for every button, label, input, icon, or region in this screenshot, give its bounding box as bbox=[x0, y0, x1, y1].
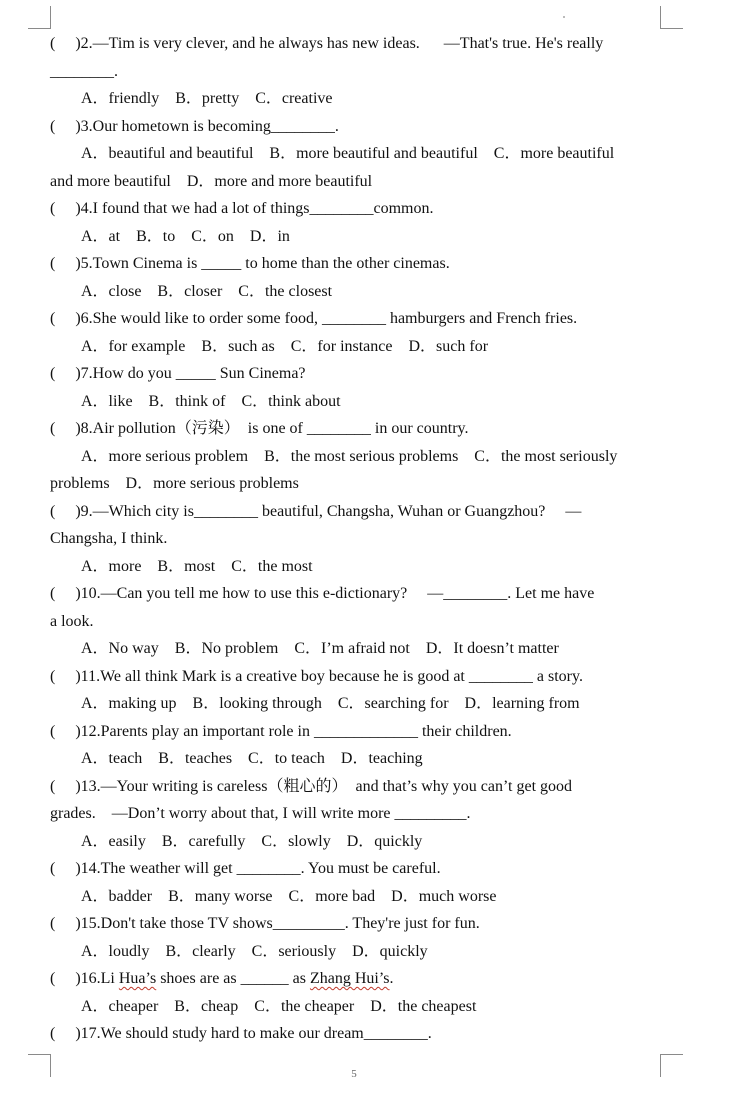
answer-options-line: A．beautiful and beautiful B．more beautiful and beautiful C．more beautiful bbox=[81, 145, 615, 162]
question-text: ( )16.Li bbox=[50, 970, 119, 987]
question-line: ( )6.She would like to order some food, ________ hamburgers and French fries. bbox=[50, 310, 578, 327]
answer-options-line: A．close B．closer C．the closest bbox=[81, 282, 333, 300]
answer-options-line: A．for example B．such as C．for instance D．such for bbox=[81, 337, 489, 355]
question-line: problems D．more serious problems bbox=[50, 475, 299, 492]
question-line: ( )12.Parents play an important role in _____________ their children. bbox=[50, 722, 512, 740]
answer-options-line: A．badder B．many worse C．more bad D．much worse bbox=[81, 887, 497, 905]
question-line: Changsha, I think. bbox=[50, 530, 168, 547]
question-line: ( )3.Our hometown is becoming________. bbox=[50, 117, 339, 135]
answer-options-line: A．easily B．carefully C．slowly D．quickly bbox=[81, 832, 423, 850]
answer-options-line: A．friendly B．pretty C．creative bbox=[81, 90, 333, 107]
spellcheck-flagged-word: Zhang Hui’s bbox=[309, 970, 390, 987]
answer-options-line: A．loudly B．clearly C．seriously D．quickly bbox=[81, 942, 428, 960]
answer-options-line: A．teach B．teaches C．to teach D．teaching bbox=[81, 750, 423, 767]
answer-options-line: A．cheaper B．cheap C．the cheaper D．the cheapest bbox=[81, 997, 477, 1015]
margin-corner-top-left bbox=[28, 6, 51, 29]
question-line: ( )13.—Your writing is careless（粗心的） and that’s why you can’t get good bbox=[50, 777, 573, 795]
question-line: grades. —Don’t worry about that, I will write more _________. bbox=[50, 805, 471, 822]
answer-options-line: A．No way B．No problem C．I’m afraid not D．It doesn’t matter bbox=[81, 640, 559, 657]
answer-options-line: A．like B．think of C．think about bbox=[81, 392, 341, 410]
question-line: ( )9.—Which city is________ beautiful, Changsha, Wuhan or Guangzhou? — bbox=[50, 502, 582, 520]
question-text: shoes are as ______ as bbox=[156, 970, 310, 987]
question-line: ( )2.—Tim is very clever, and he always has new ideas. —That's true. He's really bbox=[50, 35, 604, 52]
spellcheck-flagged-word: Hua’s bbox=[118, 970, 157, 987]
question-line: a look. bbox=[50, 612, 94, 630]
question-line bbox=[50, 965, 662, 993]
question-line: ( )17.We should study hard to make our dream________. bbox=[50, 1025, 432, 1042]
answer-options-line: A．making up B．looking through C．searching for D．learning from bbox=[81, 695, 580, 712]
question-line: ( )10.—Can you tell me how to use this e-dictionary? —________. Let me have bbox=[50, 585, 595, 602]
answer-options-line: A．more B．most C．the most bbox=[81, 557, 313, 575]
question-line: ( )11.We all think Mark is a creative boy because he is good at ________ a story. bbox=[50, 667, 583, 685]
question-line: ( )5.Town Cinema is _____ to home than the other cinemas. bbox=[50, 255, 450, 272]
question-line: ( )15.Don't take those TV shows_________. They're just for fun. bbox=[50, 915, 480, 932]
document-page bbox=[50, 30, 662, 1048]
answer-options-line: A．at B．to C．on D．in bbox=[81, 227, 290, 245]
question-text: . bbox=[389, 970, 394, 987]
question-line: and more beautiful D．more and more beautiful bbox=[50, 172, 373, 190]
page-number: 5 bbox=[351, 1068, 357, 1080]
answer-options-line: A．more serious problem B．the most serious problems C．the most seriously bbox=[81, 447, 618, 465]
question-line: ( )4.I found that we had a lot of things________common. bbox=[50, 200, 434, 217]
question-line: ( )14.The weather will get ________. You must be careful. bbox=[50, 860, 441, 877]
stray-mark bbox=[563, 16, 565, 18]
margin-corner-top-right bbox=[660, 6, 683, 29]
question-line: ( )7.How do you _____ Sun Cinema? bbox=[50, 365, 306, 382]
question-line: ________. bbox=[50, 62, 118, 80]
question-line: ( )8.Air pollution（污染） is one of ________ in our country. bbox=[50, 420, 469, 437]
